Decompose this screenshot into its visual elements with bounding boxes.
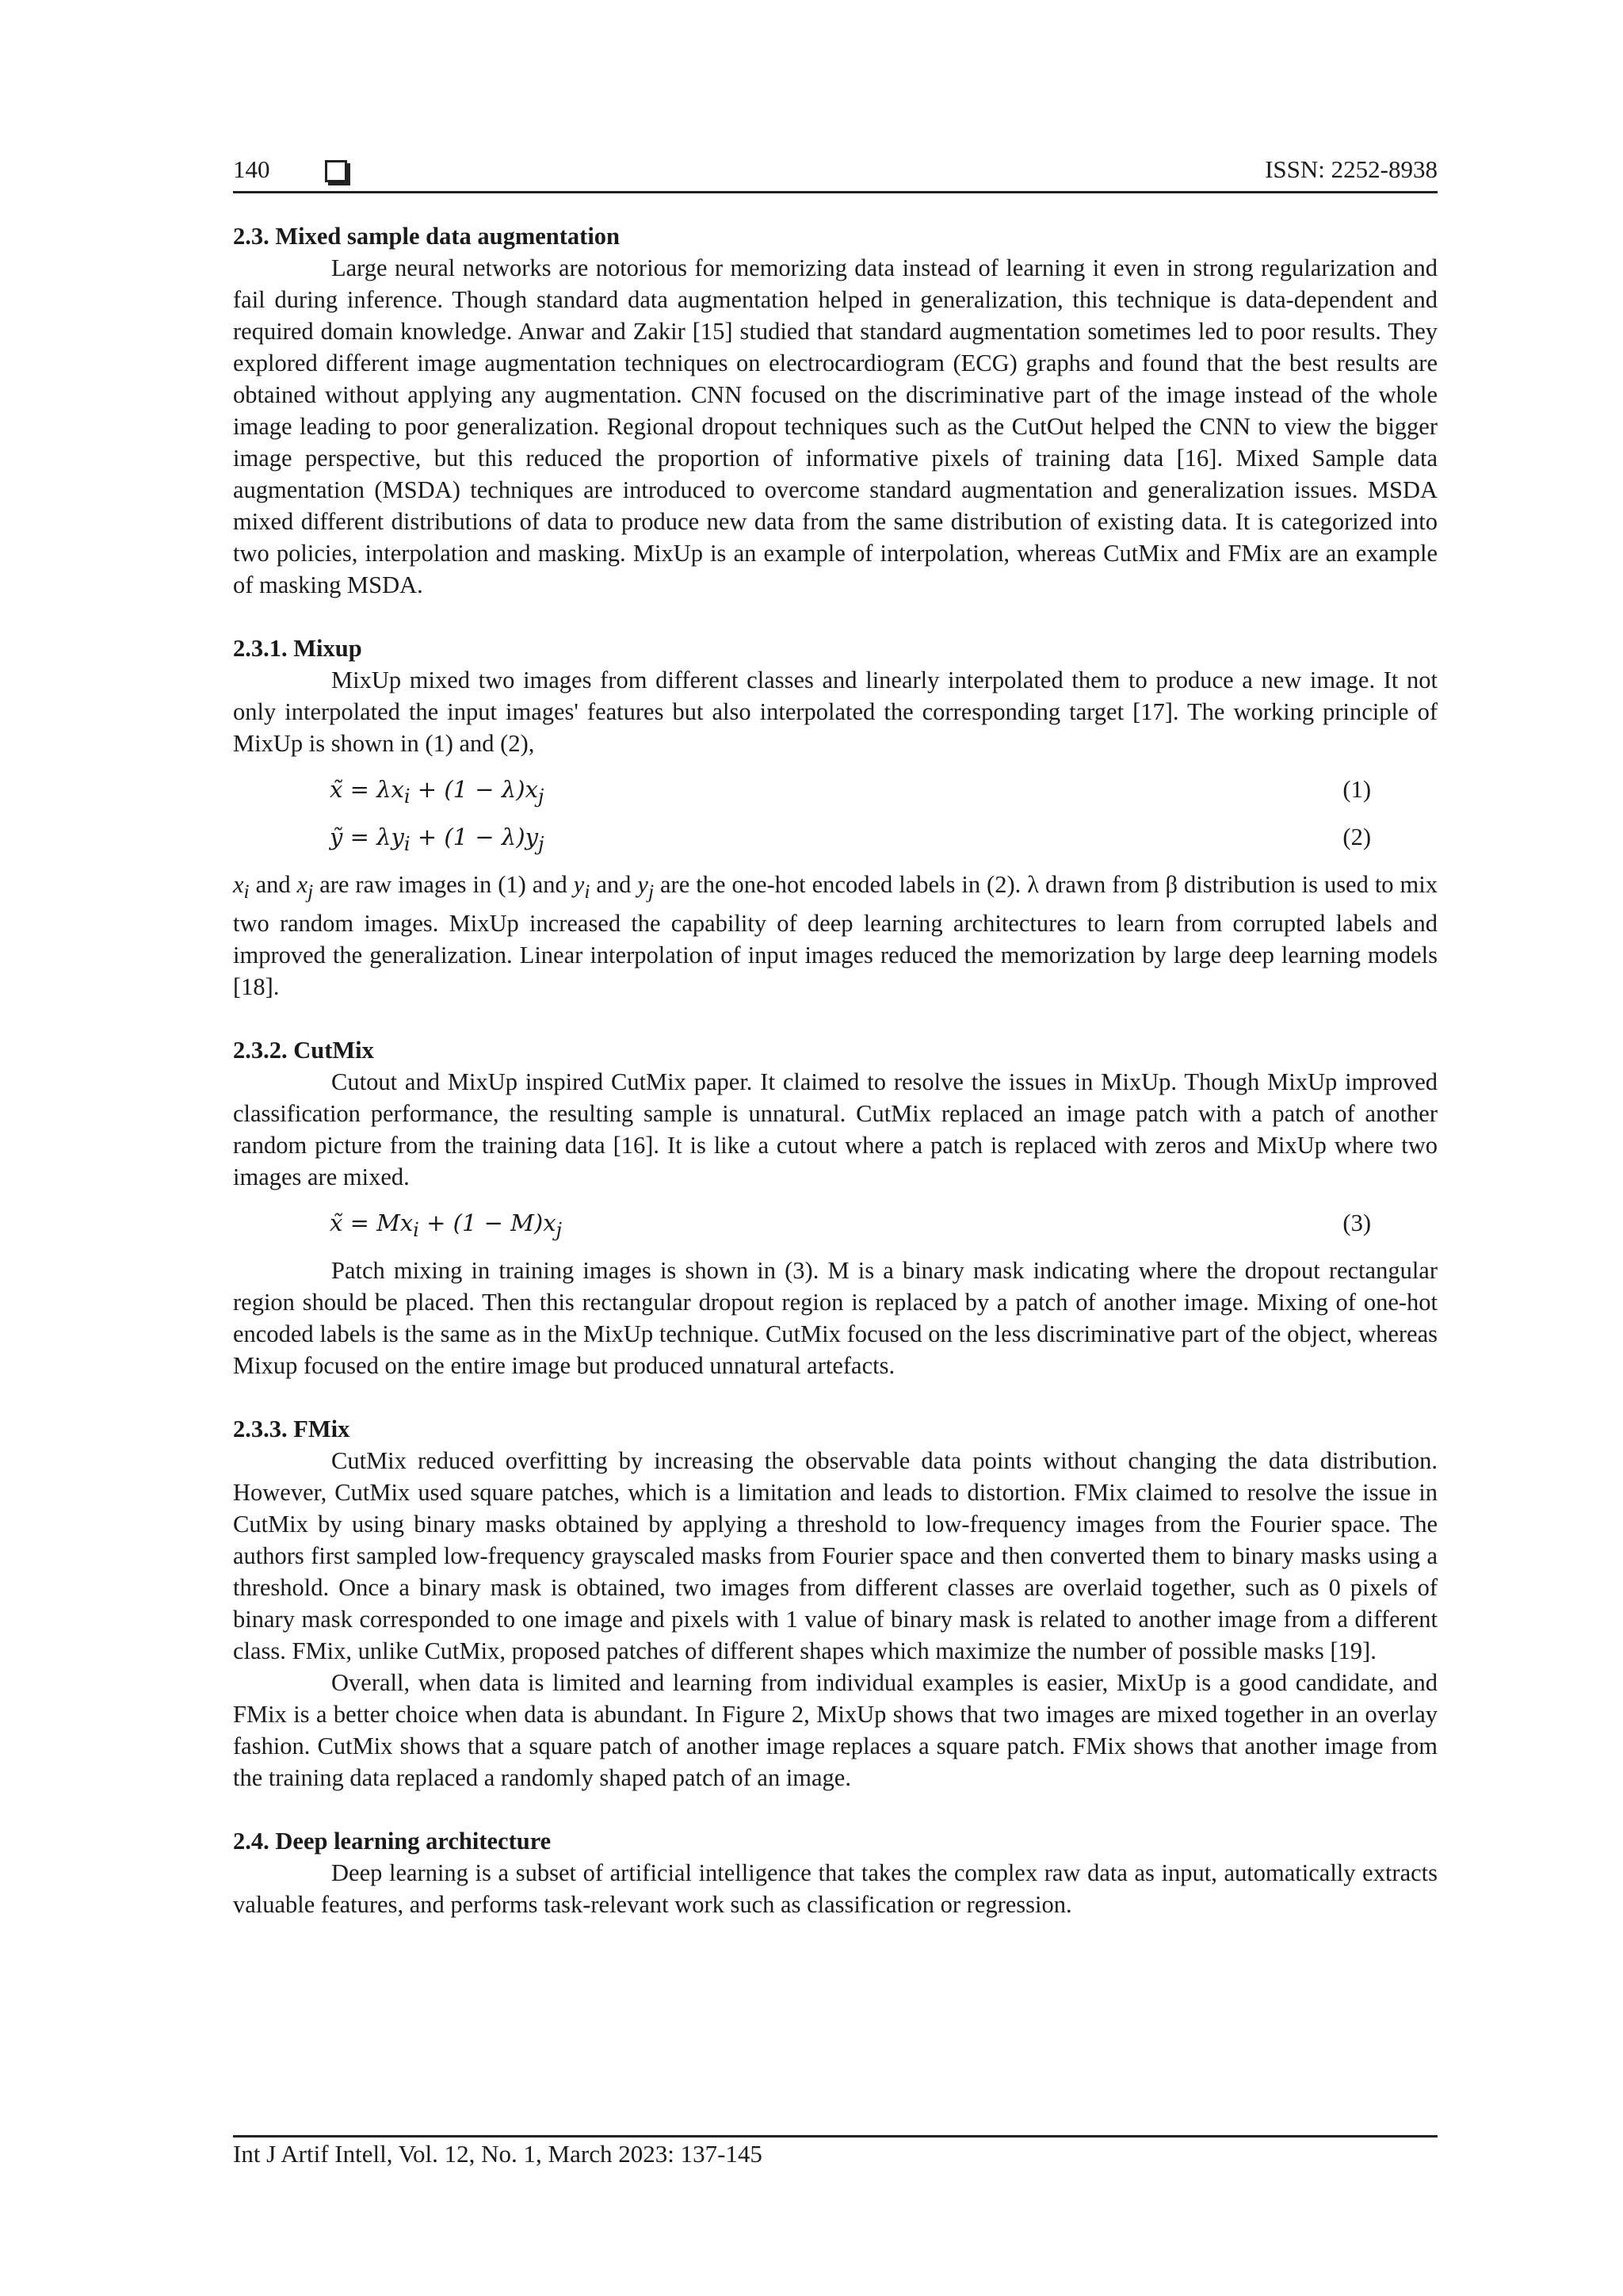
- section-heading-2-4: 2.4. Deep learning architecture: [233, 1828, 552, 1855]
- equation-expression: x̃ = $Mx_i + (1 - M)x_j$: [330, 1209, 563, 1241]
- equation-expression: x̃ = $\lambda x_i + (1 - \lambda)x_j$: [330, 776, 544, 808]
- page-number: 140: [233, 155, 270, 183]
- equation-1: [233, 774, 1438, 808]
- paragraph: $x_i$ and $x_j$ are raw images in (1) and $y_i$ and $y_j$ are the one-hot encoded labels in (2). λ drawn from β distribution is used to mix two random images. MixUp increased the capability of deep learning architectures to learn from corrupted labels and improved the generalization. Linear interpolation of input images reduced the memorization by large deep learning models [18].: [233, 871, 1438, 1001]
- equation-number: (1): [1342, 776, 1371, 803]
- main-content: [233, 220, 1438, 1920]
- paragraph: Overall, when data is limited and learning from individual examples is easier, MixUp is a good candidate, and FMix is a better choice when data is abundant. In Figure 2, MixUp shows that two images are mixed together in an overlay fashion. CutMix shows that a square patch of another image replaces a square patch. FMix shows that another image from the training data replaced a randomly shaped patch of an image.: [233, 1669, 1438, 1792]
- equation-number: (3): [1342, 1209, 1371, 1237]
- issn-label: ISSN: 2252-8938: [1265, 155, 1438, 183]
- section-heading-2-3-1: 2.3.1. Mixup: [233, 635, 362, 662]
- journal-citation: Int J Artif Intell, Vol. 12, No. 1, March 2023: 137-145: [233, 2140, 762, 2168]
- page-header: [233, 155, 1438, 195]
- paragraph: Patch mixing in training images is shown in (3). M is a binary mask indicating where the dropout rectangular region should be placed. Then this rectangular dropout region is replaced by a patch of another image. Mixing of one-hot encoded labels is the same as in the MixUp technique. CutMix focused on the less discriminative part of the object, whereas Mixup focused on the entire image but produced unnatural artefacts.: [233, 1257, 1438, 1380]
- section-heading-2-3: 2.3. Mixed sample data augmentation: [233, 223, 620, 250]
- section-heading-2-3-3: 2.3.3. FMix: [233, 1415, 350, 1443]
- header-rule: [233, 191, 1438, 193]
- square-bullet-icon: [325, 160, 347, 182]
- equation-expression: ỹ = $\lambda y_i + (1 - \lambda)y_j$: [330, 823, 544, 855]
- paragraph: Deep learning is a subset of artificial intelligence that takes the complex raw data as input, automatically extracts valuable features, and performs task-relevant work such as classification or regression.: [233, 1859, 1438, 1919]
- equation-2: [233, 821, 1438, 853]
- paragraph: Large neural networks are notorious for memorizing data instead of learning it even in strong regularization and fail during inference. Though standard data augmentation helped in generalization, this technique is data-dependent and required domain knowledge. Anwar and Zakir [15] studied that standard augmentation sometimes led to poor results. They explored different image augmentation techniques on electrocardiogram (ECG) graphs and found that the best results are obtained without applying any augmentation. CNN focused on the discriminative part of the image instead of the whole image leading to poor generalization. Regional dropout techniques such as the CutOut helped the CNN to view the bigger image perspective, but this reduced the proportion of informative pixels of training data [16]. Mixed Sample data augmentation (MSDA) techniques are introduced to overcome standard augmentation and generalization issues. MSDA mixed different distributions of data to produce new data from the same distribution of existing data. It is categorized into two policies, interpolation and masking. MixUp is an example of interpolation, whereas CutMix and FMix are an example of masking MSDA.: [233, 254, 1438, 598]
- footer-rule: [233, 2135, 1438, 2137]
- paragraph: CutMix reduced overfitting by increasing the observable data points without changing the data distribution. However, CutMix used square patches, which is a limitation and leads to distortion. FMix claimed to resolve the issue in CutMix by using binary masks obtained by applying a threshold to low-frequency images from the Fourier space. The authors first sampled low-frequency grayscaled masks from Fourier space and then converted them to binary masks using a threshold. Once a binary mask is obtained, two images from different classes are overlaid together, such as 0 pixels of binary mask corresponded to one image and pixels with 1 value of binary mask is related to another image from a different class. FMix, unlike CutMix, proposed patches of different shapes which maximize the number of possible masks [19].: [233, 1447, 1438, 1665]
- equation-number: (2): [1342, 823, 1371, 850]
- paragraph: MixUp mixed two images from different classes and linearly interpolated them to produce a new image. It not only interpolated the input images' features but also interpolated the corresponding target [17]. The working principle of MixUp is shown in (1) and (2),: [233, 667, 1438, 757]
- equation-3: [233, 1207, 1438, 1239]
- paragraph: Cutout and MixUp inspired CutMix paper. It claimed to resolve the issues in MixUp. Though MixUp improved classification performance, the resulting sample is unnatural. CutMix replaced an image patch with a patch of another random picture from the training data [16]. It is like a cutout where a patch is replaced with zeros and MixUp where two images are mixed.: [233, 1068, 1438, 1191]
- section-heading-2-3-2: 2.3.2. CutMix: [233, 1037, 374, 1064]
